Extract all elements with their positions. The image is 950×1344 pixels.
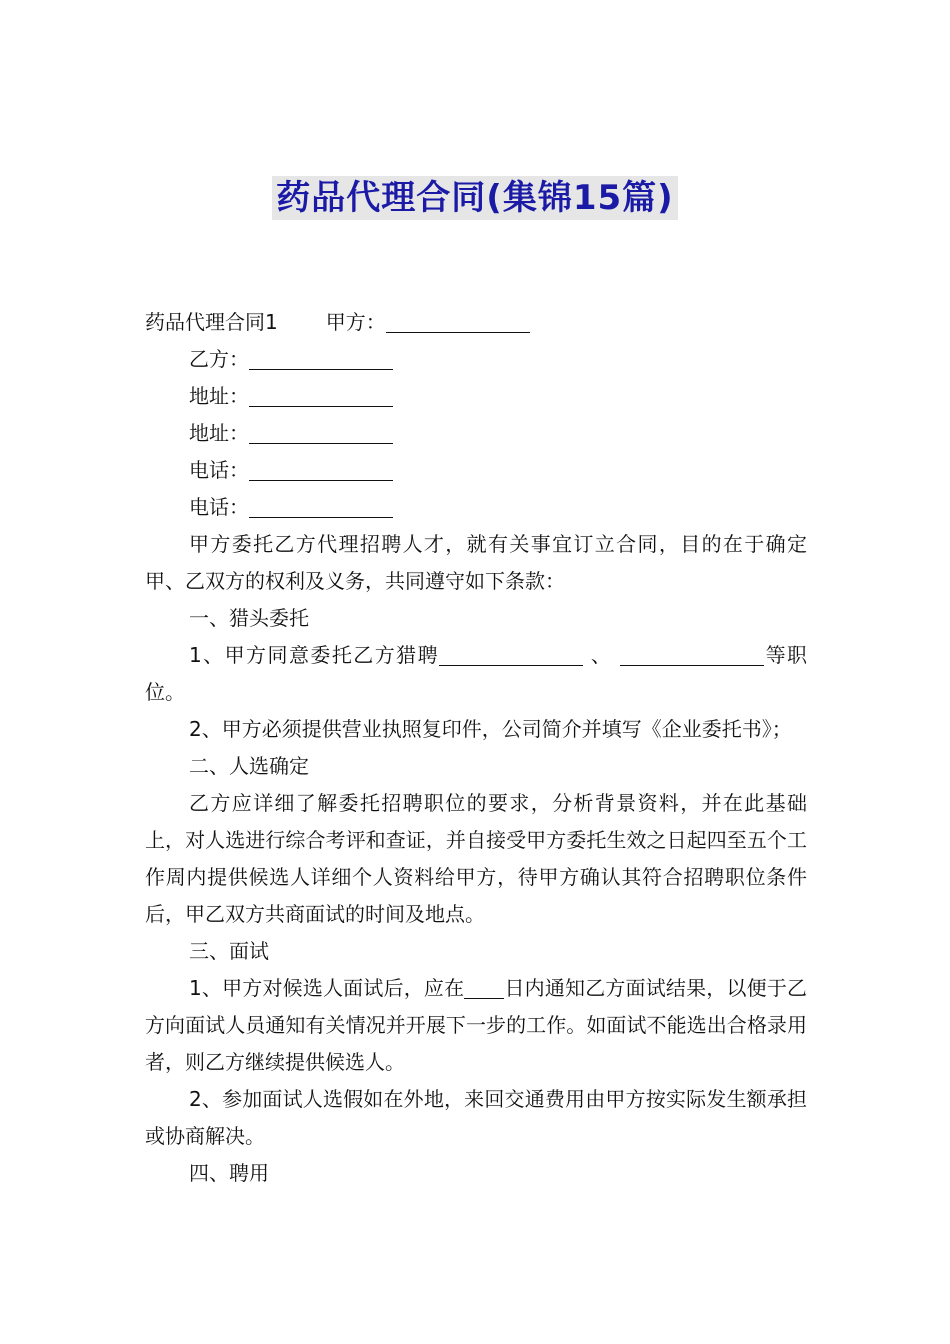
section1-item2: 2、甲方必须提供营业执照复印件，公司简介并填写《企业委托书》； [189,717,792,741]
item-text: 日内通知乙方面试结果，以便于乙方向面试人员通知有关情况并开展下一步的工作。如面试不能选出合格录用者，则乙方继续提供候选人。 [145,976,808,1074]
item-separator: 、 [590,643,613,667]
party-a-blank[interactable] [386,310,530,333]
section-heading: 三、面试 [189,939,269,963]
intro-paragraph: 甲方委托乙方代理招聘人才，就有关事宜订立合同，目的在于确定甲、乙双方的权利及义务，共同遵守如下条款： [145,532,807,593]
section-heading: 二、人选确定 [189,754,309,778]
contract-heading: 药品代理合同1 [145,310,278,334]
field-blank[interactable] [249,347,393,370]
field-blank[interactable] [249,384,393,407]
field-label: 地址： [189,384,249,408]
position-blank[interactable] [620,643,764,666]
field-blank[interactable] [249,495,393,518]
field-label: 电话： [189,458,249,482]
field-label: 乙方： [189,347,249,371]
position-blank[interactable] [439,643,583,666]
field-line-phone-a [145,452,807,489]
item-text: 等职位。 [145,643,808,704]
field-label: 电话： [189,495,249,519]
document-body [145,304,807,1192]
section1-item1 [145,637,807,711]
days-blank[interactable] [464,976,504,999]
field-line-address-a [145,378,807,415]
field-line-party-b [145,341,807,378]
field-line-phone-b [145,489,807,526]
document-title: 药品代理合同(集锦15篇) [272,176,677,220]
section3-item2: 2、参加面试人选假如在外地，来回交通费用由甲方按实际发生额承担或协商解决。 [145,1087,807,1148]
field-label: 地址： [189,421,249,445]
section-heading: 四、聘用 [189,1161,269,1185]
section2-paragraph: 乙方应详细了解委托招聘职位的要求，分析背景资料，并在此基础上，对人选进行综合考评和查证，并自接受甲方委托生效之日起四至五个工作周内提供候选人详细个人资料给甲方，待甲方确认其符合招聘职位条件后，甲乙双方共商面试的时间及地点。 [145,791,807,926]
section-heading: 一、猎头委托 [189,606,309,630]
field-line-address-b [145,415,807,452]
field-blank[interactable] [249,421,393,444]
item-text: 1、甲方对候选人面试后，应在 [189,976,465,1000]
item-text: 1、甲方同意委托乙方猎聘 [189,643,440,667]
title-wrap [0,176,950,220]
field-blank[interactable] [249,458,393,481]
party-a-label: 甲方： [325,310,386,334]
section3-item1 [145,970,807,1081]
contract-heading-line [145,304,807,341]
